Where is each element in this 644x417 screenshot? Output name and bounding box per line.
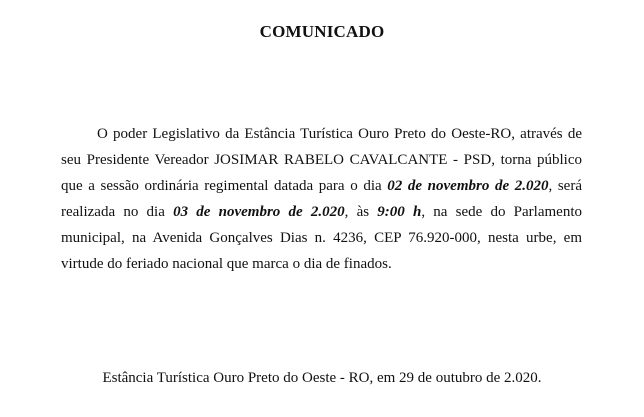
paragraph-text-2: , será realizada no dia	[61, 178, 582, 220]
original-session-date: 02 de novembro de 2.020	[387, 178, 549, 194]
new-session-date: 03 de novembro de 2.020	[173, 204, 345, 220]
document-title: COMUNICADO	[259, 22, 385, 41]
session-time: 9:00 h	[377, 204, 422, 220]
announcement-paragraph	[61, 121, 582, 277]
paragraph-text-3: , às	[344, 204, 378, 220]
paragraph-text-1: O poder Legislativo da Estância Turística Ouro Preto do Oeste-RO, através de seu Presidente Vereador JOSIMAR RABELO CAVALCANTE - PSD, torna público que a sessão ordinária regimental datada para o dia	[61, 126, 582, 194]
paragraph-text-4: , na sede do Parlamento municipal, na Avenida Gonçalves Dias n. 4236, CEP 76.920-000, nesta urbe, em virtude do feriado nacional que marca o dia de finados.	[61, 204, 582, 272]
place-and-date-line: Estância Turística Ouro Preto do Oeste - RO, em 29 de outubro de 2.020.	[102, 370, 542, 386]
